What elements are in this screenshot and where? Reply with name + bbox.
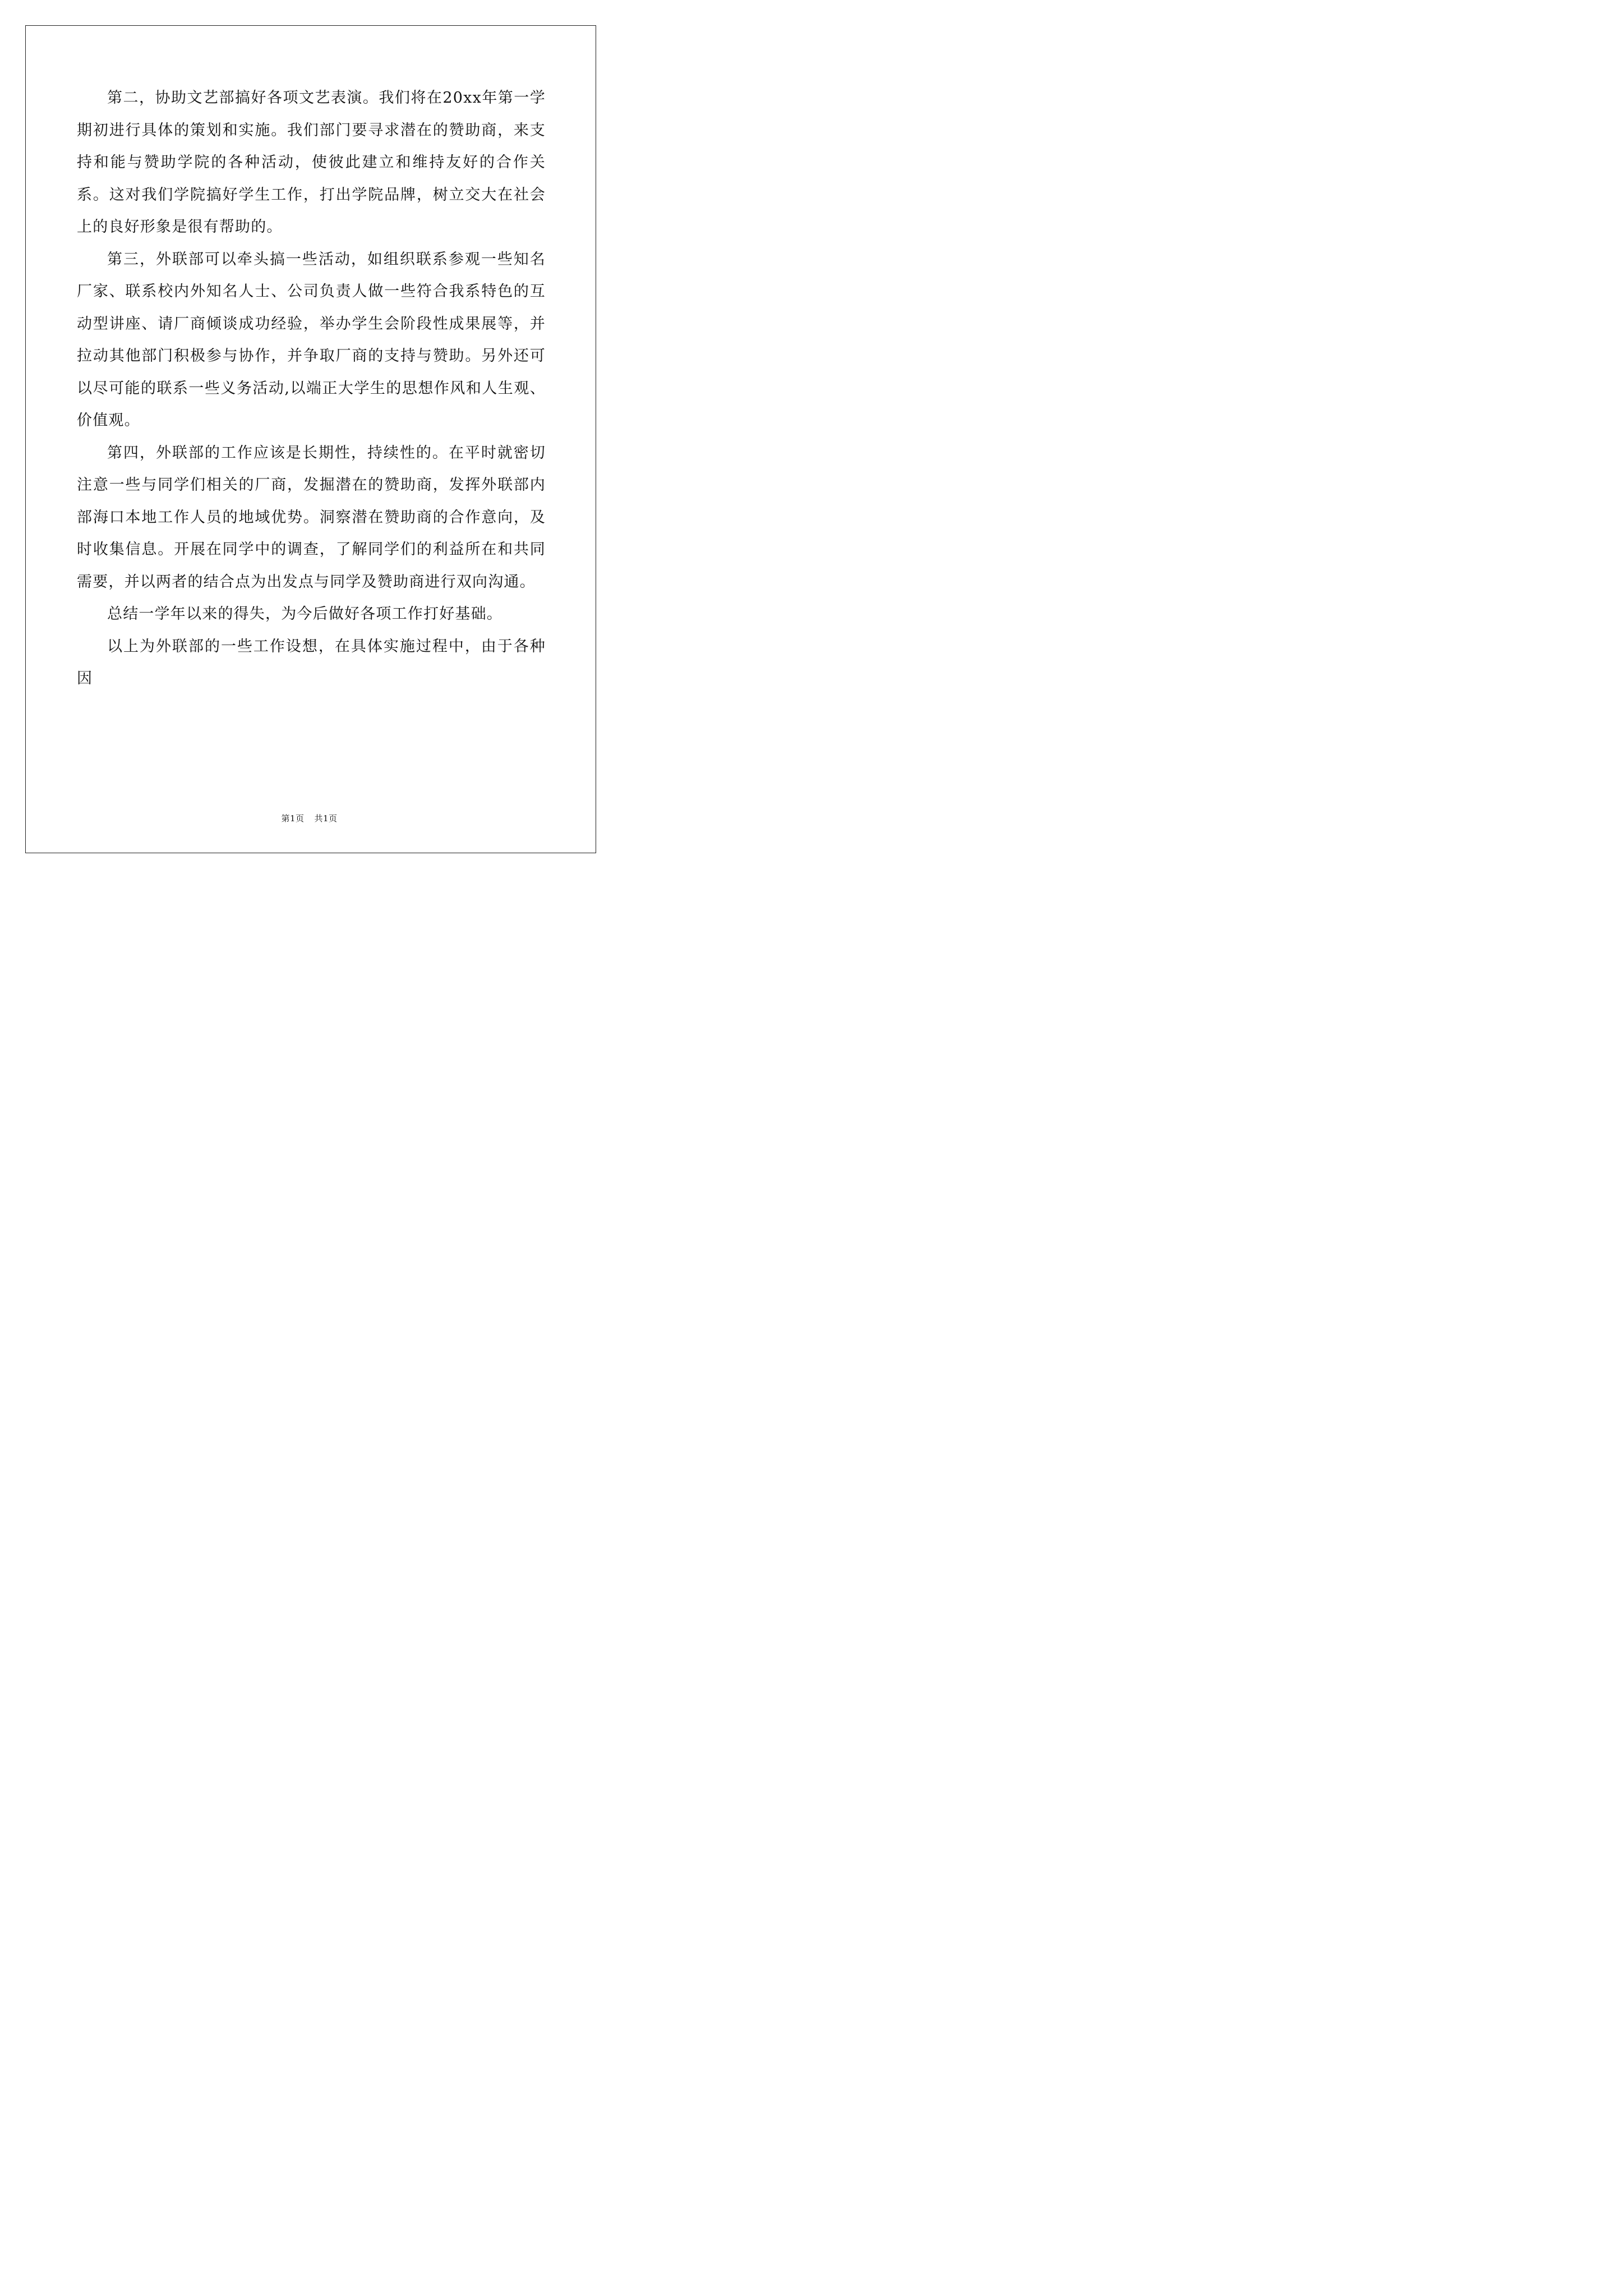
paragraph-2: 第三，外联部可以牵头搞一些活动，如组织联系参观一些知名厂家、联系校内外知名人士、公司负责人做一些符合我系特色的互动型讲座、请厂商倾谈成功经验，举办学生会阶段性成果展等，并拉动其他部门积极参与协作，并争取厂商的支持与赞助。另外还可以尽可能的联系一些义务活动,以端正大学生的思想作风和人生观、价值观。 — [77, 250, 546, 429]
page-number-total: 共1页 — [314, 813, 338, 823]
paragraph-4: 总结一学年以来的得失，为今后做好各项工作打好基础。 — [107, 605, 502, 623]
page-number-current: 第1页 — [281, 813, 305, 823]
paragraph-1: 第二，协助文艺部搞好各项文艺表演。我们将在20xx年第一学期初进行具体的策划和实施。我们部门要寻求潜在的赞助商，来支持和能与赞助学院的各种活动，使彼此建立和维持友好的合作关系。这对我们学院搞好学生工作，打出学院品牌，树立交大在社会上的良好形象是很有帮助的。 — [77, 89, 546, 236]
paragraph-5: 以上为外联部的一些工作设想，在具体实施过程中，由于各种因 — [77, 637, 546, 687]
page-footer — [0, 812, 619, 824]
paragraph-3: 第四，外联部的工作应该是长期性，持续性的。在平时就密切注意一些与同学们相关的厂商，发掘潜在的赞助商，发挥外联部内部海口本地工作人员的地域优势。洞察潜在赞助商的合作意向，及时收集信息。开展在同学中的调查，了解同学们的利益所在和共同需要，并以两者的结合点为出发点与同学及赞助商进行双向沟通。 — [77, 444, 546, 591]
document-body — [77, 82, 546, 695]
